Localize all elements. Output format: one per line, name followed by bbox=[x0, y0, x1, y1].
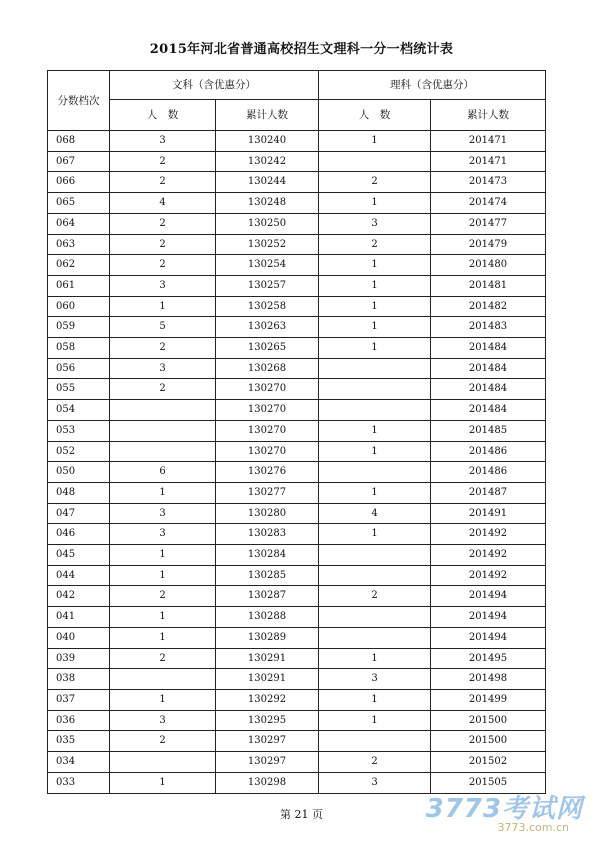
wen-count-cell: 3 bbox=[110, 524, 216, 545]
li-count-cell: 1 bbox=[319, 441, 431, 462]
table-row bbox=[48, 752, 546, 773]
wen-count-cell: 2 bbox=[110, 731, 216, 752]
wen-count-cell: 2 bbox=[110, 648, 216, 669]
score-cell: 066 bbox=[48, 172, 110, 193]
table-row bbox=[48, 400, 546, 421]
wen-count-cell: 2 bbox=[110, 213, 216, 234]
wen-cumulative-cell: 130284 bbox=[216, 545, 319, 566]
wen-cumulative-cell: 130288 bbox=[216, 607, 319, 628]
score-cell: 034 bbox=[48, 752, 110, 773]
table-row bbox=[48, 482, 546, 503]
wen-cumulative-cell: 130270 bbox=[216, 379, 319, 400]
table-row bbox=[48, 462, 546, 483]
table-row bbox=[48, 689, 546, 710]
score-cell: 063 bbox=[48, 234, 110, 255]
table-row bbox=[48, 234, 546, 255]
li-cumulative-cell: 201482 bbox=[431, 296, 546, 317]
wen-cumulative-cell: 130289 bbox=[216, 627, 319, 648]
score-cell: 038 bbox=[48, 669, 110, 690]
li-count-cell bbox=[319, 565, 431, 586]
table-body bbox=[48, 131, 546, 794]
li-cumulative-cell: 201473 bbox=[431, 172, 546, 193]
wen-count-cell: 1 bbox=[110, 607, 216, 628]
score-cell: 061 bbox=[48, 275, 110, 296]
table-row bbox=[48, 565, 546, 586]
score-cell: 046 bbox=[48, 524, 110, 545]
wen-count-cell: 3 bbox=[110, 131, 216, 152]
wen-count-cell: 2 bbox=[110, 379, 216, 400]
wen-count-cell: 3 bbox=[110, 358, 216, 379]
li-count-cell: 3 bbox=[319, 669, 431, 690]
table-row bbox=[48, 296, 546, 317]
li-count-cell bbox=[319, 358, 431, 379]
wen-cumulative-cell: 130291 bbox=[216, 648, 319, 669]
table-row bbox=[48, 420, 546, 441]
wen-cumulative-cell: 130297 bbox=[216, 752, 319, 773]
li-cumulative-cell: 201495 bbox=[431, 648, 546, 669]
li-cumulative-cell: 201502 bbox=[431, 752, 546, 773]
wen-count-cell: 6 bbox=[110, 462, 216, 483]
score-cell: 053 bbox=[48, 420, 110, 441]
watermark-url: 3773.com.cn bbox=[497, 821, 569, 834]
li-count-cell bbox=[319, 607, 431, 628]
wen-cumulative-cell: 130270 bbox=[216, 441, 319, 462]
wen-cumulative-cell: 130258 bbox=[216, 296, 319, 317]
li-count-cell: 1 bbox=[319, 317, 431, 338]
table-row bbox=[48, 710, 546, 731]
li-count-cell: 1 bbox=[319, 296, 431, 317]
wen-cumulative-cell: 130287 bbox=[216, 586, 319, 607]
score-cell: 033 bbox=[48, 772, 110, 793]
wen-count-cell: 5 bbox=[110, 317, 216, 338]
li-count-cell: 1 bbox=[319, 193, 431, 214]
score-cell: 037 bbox=[48, 689, 110, 710]
wen-cumulative-cell: 130280 bbox=[216, 503, 319, 524]
li-count-cell: 3 bbox=[319, 213, 431, 234]
li-count-cell: 1 bbox=[319, 482, 431, 503]
score-cell: 054 bbox=[48, 400, 110, 421]
li-cumulative-header: 累计人数 bbox=[431, 100, 546, 131]
wen-count-cell: 1 bbox=[110, 772, 216, 793]
score-cell: 060 bbox=[48, 296, 110, 317]
table-row bbox=[48, 379, 546, 400]
li-count-cell bbox=[319, 462, 431, 483]
li-cumulative-cell: 201483 bbox=[431, 317, 546, 338]
li-count-cell bbox=[319, 545, 431, 566]
score-cell: 044 bbox=[48, 565, 110, 586]
table-row bbox=[48, 586, 546, 607]
table-row bbox=[48, 731, 546, 752]
wen-count-cell: 1 bbox=[110, 296, 216, 317]
wen-count-cell bbox=[110, 420, 216, 441]
wen-cumulative-cell: 130295 bbox=[216, 710, 319, 731]
li-cumulative-cell: 201500 bbox=[431, 710, 546, 731]
table-row bbox=[48, 503, 546, 524]
wen-count-cell: 2 bbox=[110, 151, 216, 172]
wen-cumulative-cell: 130268 bbox=[216, 358, 319, 379]
wen-cumulative-cell: 130276 bbox=[216, 462, 319, 483]
li-count-cell: 2 bbox=[319, 752, 431, 773]
score-cell: 035 bbox=[48, 731, 110, 752]
wen-cumulative-cell: 130292 bbox=[216, 689, 319, 710]
wen-cumulative-cell: 130263 bbox=[216, 317, 319, 338]
li-count-cell: 2 bbox=[319, 172, 431, 193]
wen-count-cell: 3 bbox=[110, 710, 216, 731]
table-row bbox=[48, 275, 546, 296]
wen-cumulative-cell: 130250 bbox=[216, 213, 319, 234]
page-title: 2015年河北省普通高校招生文理科一分一档统计表 bbox=[149, 42, 454, 57]
table-row bbox=[48, 669, 546, 690]
li-count-cell: 1 bbox=[319, 648, 431, 669]
wen-count-cell: 3 bbox=[110, 275, 216, 296]
wen-cumulative-cell: 130298 bbox=[216, 772, 319, 793]
wen-group-header: 文科（含优惠分） bbox=[110, 71, 319, 100]
wen-cumulative-cell: 130240 bbox=[216, 131, 319, 152]
li-cumulative-cell: 201499 bbox=[431, 689, 546, 710]
page-number: 第 21 页 bbox=[280, 808, 323, 821]
table-row bbox=[48, 193, 546, 214]
li-group-header: 理科（含优惠分） bbox=[319, 71, 546, 100]
score-cell: 068 bbox=[48, 131, 110, 152]
score-cell: 058 bbox=[48, 338, 110, 359]
wen-count-cell: 1 bbox=[110, 565, 216, 586]
li-cumulative-cell: 201479 bbox=[431, 234, 546, 255]
li-count-cell: 1 bbox=[319, 338, 431, 359]
li-cumulative-cell: 201492 bbox=[431, 565, 546, 586]
li-count-cell bbox=[319, 379, 431, 400]
li-cumulative-cell: 201486 bbox=[431, 441, 546, 462]
li-cumulative-cell: 201494 bbox=[431, 627, 546, 648]
score-cell: 055 bbox=[48, 379, 110, 400]
table-header bbox=[48, 71, 546, 131]
table-row bbox=[48, 172, 546, 193]
table-row bbox=[48, 607, 546, 628]
wen-count-cell: 2 bbox=[110, 234, 216, 255]
li-count-cell: 4 bbox=[319, 503, 431, 524]
li-cumulative-cell: 201492 bbox=[431, 545, 546, 566]
wen-cumulative-cell: 130297 bbox=[216, 731, 319, 752]
li-count-cell: 1 bbox=[319, 524, 431, 545]
score-cell: 056 bbox=[48, 358, 110, 379]
score-cell: 048 bbox=[48, 482, 110, 503]
table-row bbox=[48, 338, 546, 359]
wen-count-cell: 2 bbox=[110, 172, 216, 193]
wen-cumulative-cell: 130270 bbox=[216, 400, 319, 421]
table-row bbox=[48, 545, 546, 566]
li-count-cell: 1 bbox=[319, 420, 431, 441]
score-cell: 052 bbox=[48, 441, 110, 462]
score-cell: 062 bbox=[48, 255, 110, 276]
li-cumulative-cell: 201498 bbox=[431, 669, 546, 690]
wen-count-cell: 2 bbox=[110, 338, 216, 359]
li-cumulative-cell: 201480 bbox=[431, 255, 546, 276]
watermark-logo: 3773考试网 bbox=[425, 794, 583, 824]
score-cell: 059 bbox=[48, 317, 110, 338]
li-count-cell: 2 bbox=[319, 586, 431, 607]
wen-count-cell bbox=[110, 400, 216, 421]
table-row bbox=[48, 772, 546, 793]
li-count-cell bbox=[319, 400, 431, 421]
li-cumulative-cell: 201491 bbox=[431, 503, 546, 524]
li-cumulative-cell: 201484 bbox=[431, 338, 546, 359]
wen-count-cell: 1 bbox=[110, 689, 216, 710]
li-cumulative-cell: 201485 bbox=[431, 420, 546, 441]
wen-count-header: 人 数 bbox=[110, 100, 216, 131]
table-row bbox=[48, 524, 546, 545]
wen-count-cell: 2 bbox=[110, 255, 216, 276]
li-cumulative-cell: 201500 bbox=[431, 731, 546, 752]
score-distribution-table bbox=[47, 70, 546, 794]
li-cumulative-cell: 201487 bbox=[431, 482, 546, 503]
li-cumulative-cell: 201484 bbox=[431, 358, 546, 379]
li-count-header: 人 数 bbox=[319, 100, 431, 131]
wen-cumulative-cell: 130257 bbox=[216, 275, 319, 296]
score-cell: 065 bbox=[48, 193, 110, 214]
li-count-cell bbox=[319, 731, 431, 752]
li-count-cell: 1 bbox=[319, 131, 431, 152]
score-cell: 047 bbox=[48, 503, 110, 524]
li-cumulative-cell: 201471 bbox=[431, 151, 546, 172]
score-cell: 036 bbox=[48, 710, 110, 731]
wen-count-cell bbox=[110, 752, 216, 773]
score-cell: 041 bbox=[48, 607, 110, 628]
table-row bbox=[48, 648, 546, 669]
table-row bbox=[48, 151, 546, 172]
li-count-cell: 1 bbox=[319, 710, 431, 731]
li-cumulative-cell: 201492 bbox=[431, 524, 546, 545]
table-row bbox=[48, 441, 546, 462]
li-cumulative-cell: 201486 bbox=[431, 462, 546, 483]
wen-count-cell: 2 bbox=[110, 586, 216, 607]
score-cell: 045 bbox=[48, 545, 110, 566]
li-cumulative-cell: 201474 bbox=[431, 193, 546, 214]
wen-count-cell bbox=[110, 441, 216, 462]
wen-count-cell: 3 bbox=[110, 503, 216, 524]
table-row bbox=[48, 627, 546, 648]
li-cumulative-cell: 201494 bbox=[431, 607, 546, 628]
score-cell: 064 bbox=[48, 213, 110, 234]
wen-cumulative-cell: 130265 bbox=[216, 338, 319, 359]
wen-cumulative-cell: 130254 bbox=[216, 255, 319, 276]
li-count-cell: 1 bbox=[319, 689, 431, 710]
wen-cumulative-cell: 130283 bbox=[216, 524, 319, 545]
li-cumulative-cell: 201481 bbox=[431, 275, 546, 296]
wen-cumulative-cell: 130291 bbox=[216, 669, 319, 690]
wen-cumulative-cell: 130277 bbox=[216, 482, 319, 503]
score-cell: 042 bbox=[48, 586, 110, 607]
table-row bbox=[48, 255, 546, 276]
score-column-header: 分数档次 bbox=[48, 71, 110, 131]
li-count-cell bbox=[319, 627, 431, 648]
wen-count-cell bbox=[110, 669, 216, 690]
table-row bbox=[48, 131, 546, 152]
score-cell: 039 bbox=[48, 648, 110, 669]
wen-cumulative-cell: 130270 bbox=[216, 420, 319, 441]
score-cell: 050 bbox=[48, 462, 110, 483]
score-cell: 067 bbox=[48, 151, 110, 172]
wen-cumulative-cell: 130285 bbox=[216, 565, 319, 586]
li-count-cell: 1 bbox=[319, 255, 431, 276]
li-count-cell: 1 bbox=[319, 275, 431, 296]
wen-count-cell: 1 bbox=[110, 482, 216, 503]
table-row bbox=[48, 358, 546, 379]
wen-cumulative-cell: 130244 bbox=[216, 172, 319, 193]
li-cumulative-cell: 201477 bbox=[431, 213, 546, 234]
wen-count-cell: 1 bbox=[110, 545, 216, 566]
wen-cumulative-cell: 130242 bbox=[216, 151, 319, 172]
li-cumulative-cell: 201484 bbox=[431, 400, 546, 421]
score-cell: 040 bbox=[48, 627, 110, 648]
li-count-cell bbox=[319, 151, 431, 172]
wen-cumulative-header: 累计人数 bbox=[216, 100, 319, 131]
wen-cumulative-cell: 130248 bbox=[216, 193, 319, 214]
li-count-cell: 3 bbox=[319, 772, 431, 793]
table-row bbox=[48, 317, 546, 338]
li-cumulative-cell: 201471 bbox=[431, 131, 546, 152]
li-cumulative-cell: 201505 bbox=[431, 772, 546, 793]
table-row bbox=[48, 213, 546, 234]
wen-count-cell: 1 bbox=[110, 627, 216, 648]
li-cumulative-cell: 201494 bbox=[431, 586, 546, 607]
wen-count-cell: 4 bbox=[110, 193, 216, 214]
li-count-cell: 2 bbox=[319, 234, 431, 255]
wen-cumulative-cell: 130252 bbox=[216, 234, 319, 255]
li-cumulative-cell: 201484 bbox=[431, 379, 546, 400]
